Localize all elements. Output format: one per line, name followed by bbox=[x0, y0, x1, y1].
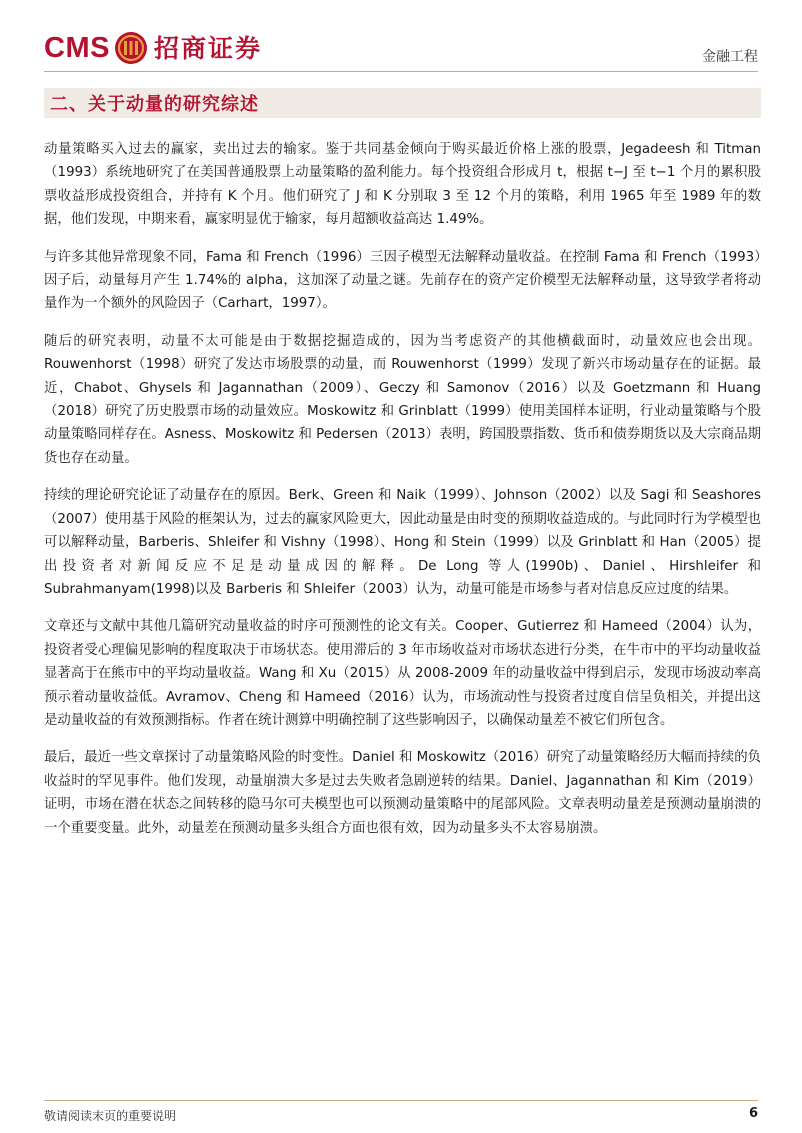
paragraph: 最后，最近一些文章探讨了动量策略风险的时变性。Daniel 和 Moskowitz（2016）研究了动量策略经历大幅而持续的负收益时的罕见事件。他们发现，动量崩溃大多是过去失败者急剧逆转的结果。Daniel、Jagannathan 和 Kim（2019）证明，市场在潜在状态之间转移的隐马尔可夫模型也可以预测动量策略中的尾部风险。文章表明动量差是预测动量崩溃的一个重要变量。此外，动量差在预测动量多头组合方面也很有效，因为动量多头不太容易崩溃。 bbox=[44, 750, 761, 836]
paragraph: 文章还与文献中其他几篇研究动量收益的时序可预测性的论文有关。Cooper、Gutierrez 和 Hameed（2004）认为，投资者受心理偏见影响的程度取决于市场状态。使用滞后的 3 年市场收益对市场状态进行分类，在牛市中的平均动量收益显著高于在熊市中的平均动量收益。Wang 和 Xu（2015）从 2008-2009 年的动量收益中得到启示，发现市场波动率高预示着动量收益低。Avramov、Cheng 和 Hameed（2016）认为，市场流动性与投资者过度自信呈负相关，并提出这是动量收益的有效预测指标。作者在统计测算中明确控制了这些影响因子，以确保动量差不被它们所包含。 bbox=[44, 619, 761, 728]
page-header bbox=[0, 0, 802, 72]
page-number: 6 bbox=[748, 1106, 758, 1121]
logo-badge-icon bbox=[114, 31, 148, 65]
section-heading-bar bbox=[44, 88, 761, 118]
header-divider bbox=[44, 71, 758, 72]
logo-text: CMS bbox=[44, 31, 110, 64]
logo-chinese-name: 招商证券 bbox=[153, 33, 262, 63]
paragraph: 动量策略买入过去的赢家，卖出过去的输家。鉴于共同基金倾向于购买最近价格上涨的股票，Jegadeesh 和 Titman（1993）系统地研究了在美国普通股票上动量策略的盈利能力。每个投资组合形成月 t，根据 t−J 至 t−1 个月的累积股票收益形成投资组合，并持有 K 个月。他们研究了 J 和 K 分别取 3 至 12 个月的策略，利用 1965 年至 1989 年的数据，他们发现，中期来看，赢家明显优于输家，每月超额收益高达 1.49%。 bbox=[44, 142, 761, 228]
company-logo bbox=[44, 30, 262, 66]
section-label: 金融工程 bbox=[702, 49, 758, 65]
footer-divider bbox=[44, 1100, 758, 1101]
body-content bbox=[44, 138, 761, 854]
paragraph: 持续的理论研究论证了动量存在的原因。Berk、Green 和 Naik（1999）、Johnson（2002）以及 Sagi 和 Seashores（2007）使用基于风险的框架认为，过去的赢家风险更大，因此动量是由时变的预期收益造成的。与此同时行为学模型也可以解释动量，Barberis、Shleifer 和 Vishny（1998）、Hong 和 Stein（1999）以及 Grinblatt 和 Han（2005）提出投资者对新闻反应不足是动量成因的解释。De Long 等人(1990b)、Daniel、Hirshleifer 和 Subrahmanyam(1998)以及 Barberis 和 Shleifer（2003）认为，动量可能是市场参与者对信息反应过度的结果。 bbox=[44, 488, 761, 597]
section-title: 二、关于动量的研究综述 bbox=[50, 94, 259, 115]
paragraph: 随后的研究表明，动量不太可能是由于数据挖掘造成的，因为当考虑资产的其他横截面时，动量效应也会出现。Rouwenhorst（1998）研究了发达市场股票的动量，而 Rouwenhorst（1999）发现了新兴市场动量存在的证据。最近，Chabot、Ghysels 和 Jagannathan（2009）、Geczy 和 Samonov（2016）以及 Goetzmann 和 Huang（2018）研究了历史股票市场的动量效应。Moskowitz 和 Grinblatt（1999）使用美国样本证明，行业动量策略与个股动量策略同样存在。Asness、Moskowitz 和 Pedersen（2013）表明，跨国股票指数、货币和债券期货以及大宗商品期货也存在动量。 bbox=[44, 333, 761, 466]
footer-notice: 敬请阅读末页的重要说明 bbox=[44, 1109, 177, 1123]
paragraph: 与许多其他异常现象不同，Fama 和 French（1996）三因子模型无法解释动量收益。在控制 Fama 和 French（1993）因子后，动量每月产生 1.74%的 alpha，这加深了动量之谜。先前存在的资产定价模型无法解释动量，这导致学者将动量作为一个额外的风险因子（Carhart，1997）。 bbox=[44, 249, 761, 312]
